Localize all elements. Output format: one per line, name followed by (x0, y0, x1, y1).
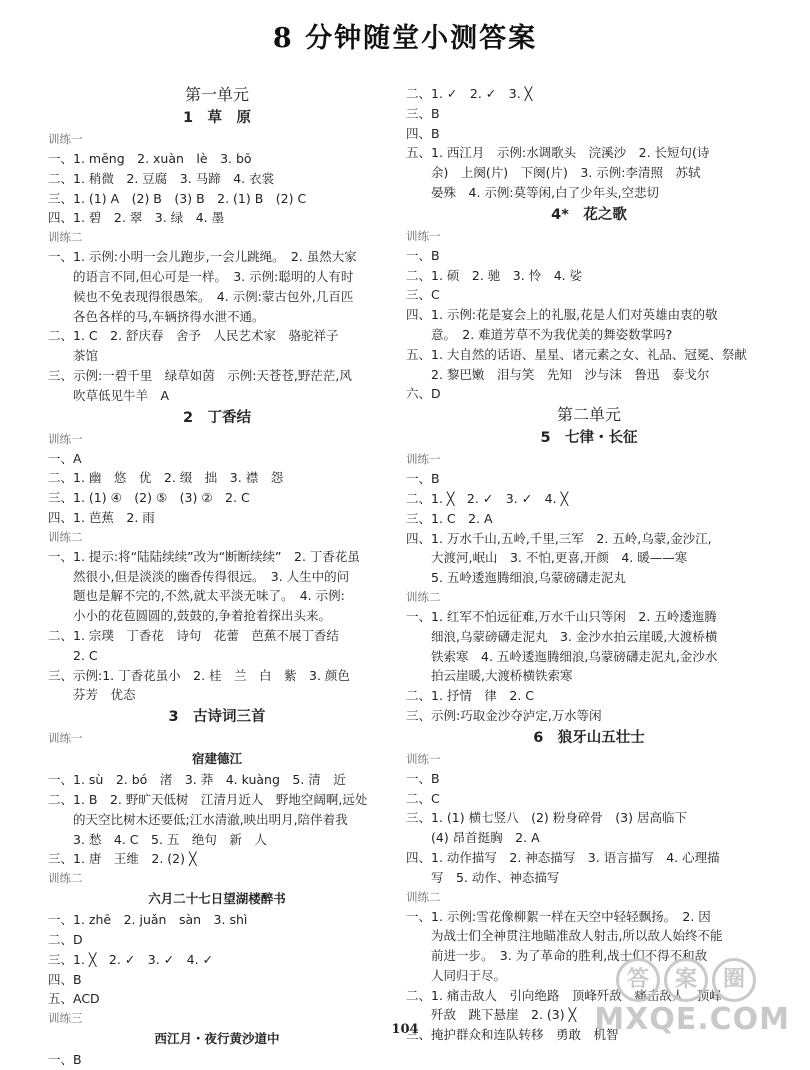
answer-line: 前进一步。 3. 为了革命的胜利,战士们不得不和敌 (406, 948, 708, 964)
answer-line: 一、1. mēng 2. xuàn lè 3. bō (48, 151, 252, 166)
lesson-heading: 4* 花之歌 (551, 206, 627, 223)
drill-label: 训练二 (48, 529, 83, 544)
page-title: 8 分钟随堂小测答案 (272, 23, 538, 54)
answer-line: 四、B (48, 971, 82, 987)
answer-line: 5. 五岭逶迤腾细浪,乌蒙磅礴走泥丸 (406, 570, 626, 586)
unit-heading: 第二单元 (556, 405, 621, 425)
lesson-heading: 3 古诗词三首 (168, 709, 266, 726)
answer-line: 三、掩护群众和连队转移 勇敢 机智 (406, 1027, 619, 1043)
answer-line: 二、1. ✓ 2. ✓ 3. ╳ (406, 86, 533, 101)
answer-line: 三、1. 唐 王维 2. (2) ╳ (48, 851, 197, 867)
answer-line: 大渡河,岷山 3. 不怕,更喜,开颜 4. 暖——寒 (406, 550, 688, 566)
answer-line: 四、B (406, 125, 440, 141)
answer-line: 三、1. (1) A (2) B (3) B 2. (1) B (2) C (48, 190, 307, 206)
answer-line: 一、1. 红军不怕远征难,万水千山只等闲 2. 五岭逶迤腾 (406, 608, 717, 624)
answer-line: 晏殊 4. 示例:莫等闲,白了少年头,空悲切 (406, 184, 660, 200)
lesson-heading: 5 七律・长征 (540, 430, 638, 447)
answer-line: 四、1. 动作描写 2. 神态描写 3. 语言描写 4. 心理描 (406, 849, 720, 865)
answer-line: 五、1. 西江月 示例:水调歌头 浣溪沙 2. 长短句(诗 (406, 145, 710, 161)
drill-label: 训练一 (406, 751, 441, 766)
answer-line: 题也是解不完的,不然,就太平淡无味了。 4. 示例: (48, 588, 345, 604)
answer-line: 三、示例:1. 丁香花虽小 2. 桂 兰 白 紫 3. 颜色 (48, 667, 350, 683)
poem-title: 西江月・夜行黄沙道中 (154, 1031, 280, 1047)
answer-line: 三、B (406, 105, 440, 121)
answer-line: 四、1. 碧 2. 翠 3. 绿 4. 墨 (48, 210, 225, 226)
answer-line: 二、1. 稍微 2. 豆腐 3. 马蹄 4. 衣裳 (48, 170, 275, 186)
answer-line: 吹草低见牛羊 A (48, 387, 170, 403)
answer-line: 二、1. 幽 悠 优 2. 缀 拙 3. 襟 怨 (48, 470, 284, 486)
answer-line: 二、1. 痛击敌人 引向绝路 顶峰歼敌 痛击敌人 顶峰 (406, 987, 722, 1003)
lesson-heading: 2 丁香结 (182, 409, 252, 426)
answer-line: 小小的花苞圆圆的,鼓鼓的,争着抢着探出头来。 (48, 608, 331, 624)
answer-line: 二、1. 硕 2. 驰 3. 怜 4. 娑 (406, 267, 583, 283)
watermark-logo (616, 958, 756, 1002)
answer-line: 二、C (406, 790, 440, 806)
answer-line: 一、B (406, 247, 440, 263)
watermark (586, 958, 796, 1038)
lesson-heading: 1 草 原 (182, 110, 252, 126)
answer-line: 三、示例:巧取金沙夺泸定,万水等闲 (406, 707, 602, 723)
answer-line: 五、1. 大自然的话语、星星、诸元素之女、礼品、冠冕、祭献 (406, 346, 747, 362)
drill-label: 训练一 (48, 132, 83, 146)
drill-label: 训练二 (48, 230, 83, 245)
answer-line: 茶馆 (48, 348, 99, 364)
answer-line: 2. C (48, 647, 98, 663)
answer-line: 一、1. 提示:将“陆陆续续”改为“断断续续” 2. 丁香花虽 (48, 548, 360, 564)
right-column (406, 84, 772, 1045)
page-number: 104 (391, 1022, 419, 1037)
answer-line: 各色各样的马,车辆挤得水泄不通。 (48, 308, 265, 324)
answer-line: (4) 昂首挺胸 2. A (406, 830, 540, 846)
answer-line: 细浪,乌蒙磅礴走泥丸 3. 金沙水拍云崖暖,大渡桥横 (406, 628, 718, 644)
answer-line: 三、1. ╳ 2. ✓ 3. ✓ 4. ✓ (48, 951, 214, 967)
watermark-site: MXQE.COM (594, 1002, 790, 1037)
answer-line: 的天空比树木还要低;江水清澈,映出明月,陪伴着我 (48, 811, 348, 827)
answer-line: 六、D (406, 386, 441, 402)
answer-line: 五、ACD (48, 991, 100, 1007)
answer-line: 候也不免表现得很愚笨。 4. 示例:蒙古包外,几百匹 (48, 288, 354, 304)
unit-heading: 第一单元 (184, 85, 249, 104)
answer-line: 意。 2. 难道芳草不为我优美的舞姿数掌吗? (406, 326, 673, 342)
answer-line: 一、1. 示例:雪花像柳絮一样在天空中轻轻飘扬。 2. 因 (406, 908, 711, 924)
drill-label: 训练一 (48, 731, 83, 746)
answer-line: 芬芳 优态 (48, 687, 136, 703)
answer-line: 三、示例:一碧千里 绿草如茵 示例:天苍苍,野茫茫,风 (48, 367, 352, 383)
answer-line: 二、D (48, 931, 83, 947)
answer-line: 一、1. sù 2. bó 渚 3. 莽 4. kuàng 5. 清 近 (48, 772, 346, 788)
answer-line: 一、1. zhē 2. juǎn sàn 3. shì (48, 912, 248, 928)
answer-line: 三、1. C 2. A (406, 510, 493, 526)
answer-line: 二、1. 宗璞 丁香花 诗句 花蕾 芭蕉不展丁香结 (48, 627, 339, 643)
drill-label: 训练二 (406, 889, 441, 904)
answer-line: 的语言不同,但心可是一样。 3. 示例:聪明的人有时 (48, 268, 354, 284)
answer-line: 然很小,但是淡淡的幽香传得很远。 3. 人生中的问 (48, 568, 350, 584)
answer-line: 四、1. 示例:花是宴会上的礼服,花是人们对英雄由衷的敬 (406, 307, 718, 323)
answer-line: 铁索寒 4. 五岭逶迤腾细浪,乌蒙磅礴走泥丸,金沙水 (406, 648, 718, 664)
watermark-char: 答 (616, 958, 660, 1002)
answer-line: 二、1. C 2. 舒庆春 舍予 人民艺术家 骆驼祥子 (48, 328, 339, 344)
drill-label: 训练一 (406, 452, 441, 467)
answer-line: 2. 黎巴嫩 泪与笑 先知 沙与沫 鲁迅 泰戈尔 (406, 366, 710, 382)
lesson-heading: 6 狼牙山五壮士 (533, 729, 645, 746)
answer-line: 拍云崖暖,大渡桥横铁索寒 (406, 668, 573, 684)
answer-line: 一、B (406, 770, 440, 786)
answer-line: 写 5. 动作、神态描写 (406, 869, 560, 885)
drill-label: 训练一 (406, 228, 441, 243)
answer-line: 二、1. B 2. 野旷天低树 江清月近人 野地空阔啊,远处 (48, 791, 368, 807)
answer-line: 一、B (406, 471, 440, 487)
answer-line: 余) 上阕(片) 下阕(片) 3. 示例:李清照 苏轼 (406, 165, 701, 181)
answer-line: 3. 愁 4. C 5. 五 绝句 新 人 (48, 831, 267, 847)
poem-title: 六月二十七日望湖楼醉书 (148, 891, 286, 907)
answer-line: 四、1. 芭蕉 2. 雨 (48, 509, 155, 525)
drill-label: 训练二 (48, 871, 83, 886)
answer-line: 二、1. ╳ 2. ✓ 3. ✓ 4. ╳ (406, 490, 569, 506)
watermark-char: 圈 (712, 958, 756, 1002)
drill-label: 训练一 (48, 431, 83, 446)
answer-line: 为战士们全神贯注地瞄准敌人射击,所以敌人始终不能 (406, 928, 723, 944)
drill-label: 训练三 (48, 1011, 83, 1026)
answer-line: 二、1. 抒情 律 2. C (406, 688, 535, 704)
answer-line: 四、1. 万水千山,五岭,千里,三军 2. 五岭,乌蒙,金沙江, (406, 530, 712, 546)
answer-line: 人同归于尽。 (406, 967, 507, 983)
drill-label: 训练二 (406, 589, 441, 604)
answer-line: 一、B (48, 1052, 82, 1068)
answer-line: 三、C (406, 287, 440, 303)
answer-line: 一、1. 示例:小明一会儿跑步,一会儿跳绳。 2. 虽然大家 (48, 249, 357, 265)
answer-line: 三、1. (1) 横七竖八 (2) 粉身碎骨 (3) 居高临下 (406, 810, 687, 826)
answer-line: 三、1. (1) ④ (2) ⑤ (3) ② 2. C (48, 490, 250, 506)
watermark-char: 案 (664, 958, 708, 1002)
poem-title: 宿建德江 (191, 751, 242, 767)
answer-line: 一、A (48, 450, 82, 466)
left-column (48, 84, 386, 1070)
answer-line: 歼敌 跳下悬崖 2. (3) ╳ (406, 1007, 577, 1023)
